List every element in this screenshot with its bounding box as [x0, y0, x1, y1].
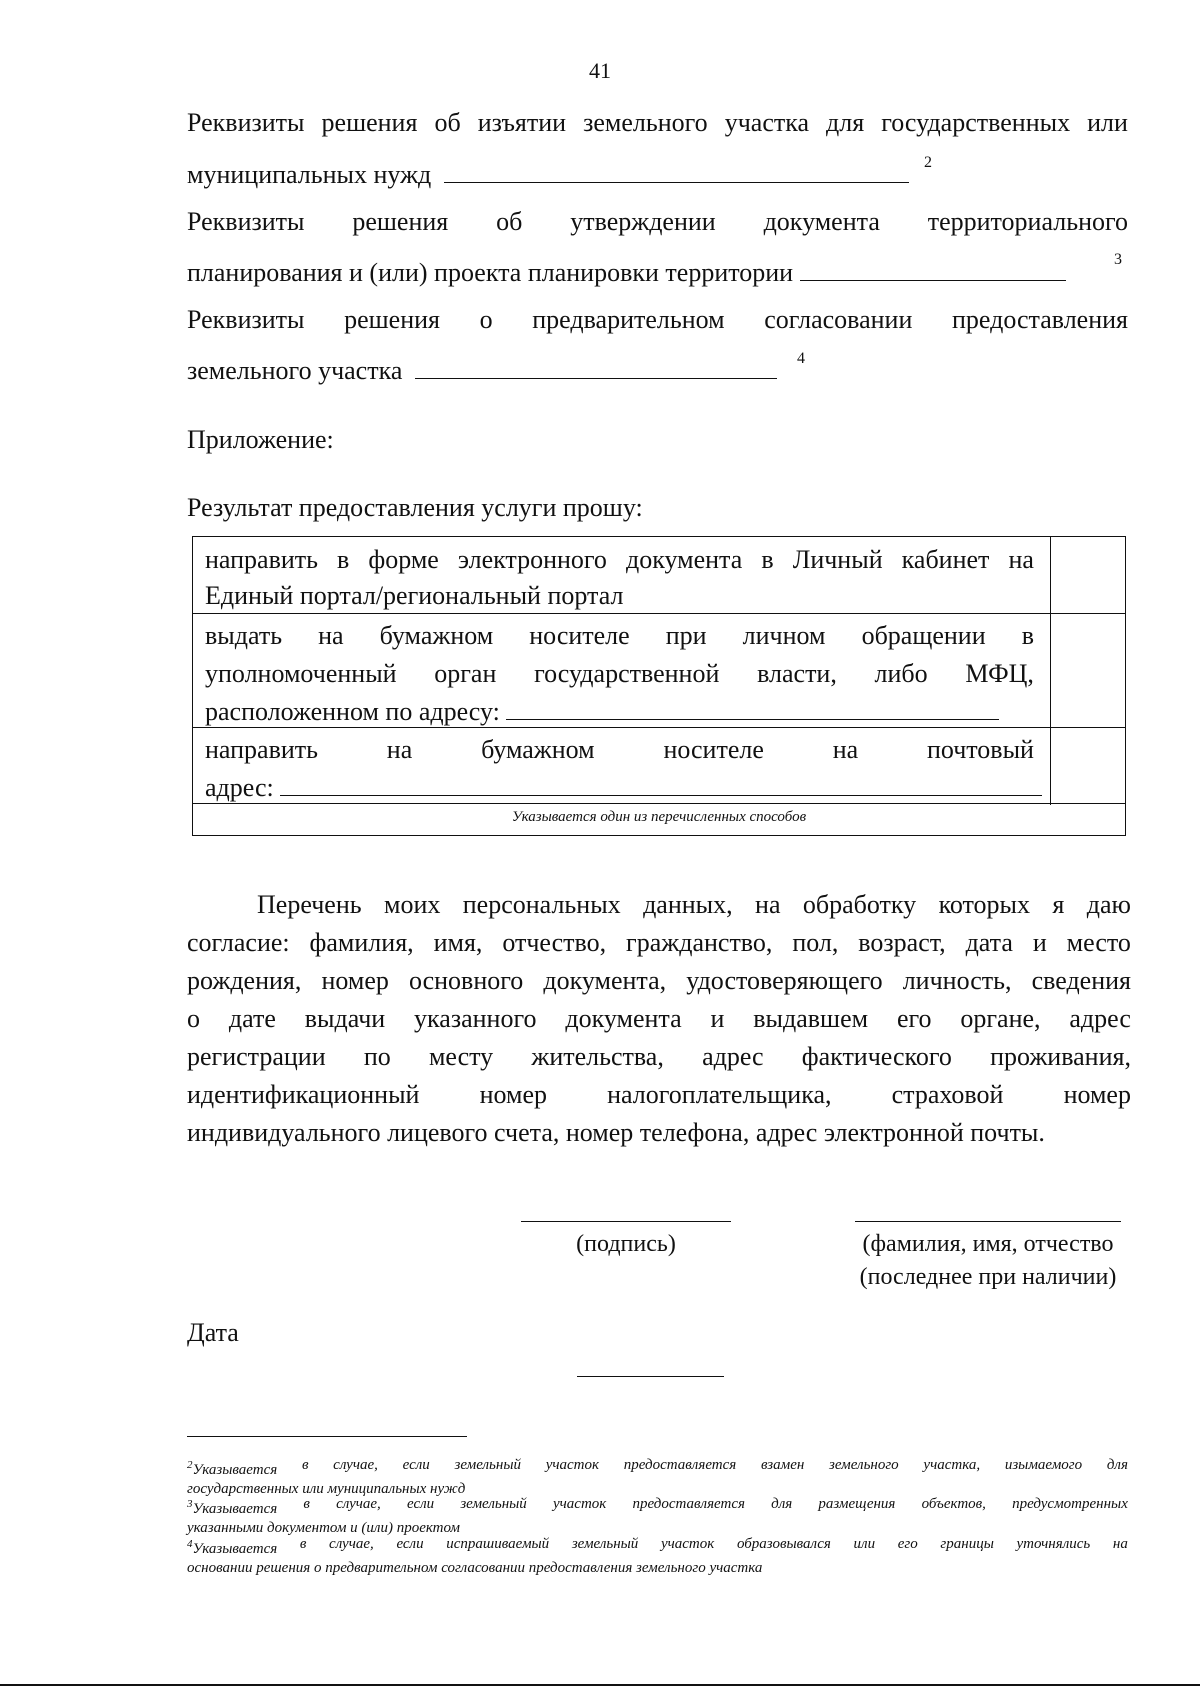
- word: электронного: [457, 545, 607, 574]
- option-paper-mail-line2: адрес:: [205, 773, 274, 802]
- word: согласовании: [764, 305, 913, 334]
- option-electronic-checkbox[interactable]: [1052, 537, 1125, 613]
- word: для: [826, 108, 865, 137]
- prelim-label-line1: [187, 305, 1128, 335]
- word: направить: [205, 545, 318, 574]
- options-note: Указывается один из перечисленных способов: [511, 809, 807, 825]
- result-label: Результат предоставления услуги прошу:: [187, 493, 643, 522]
- word: пол,: [792, 928, 839, 957]
- footnote-line2: государственных или муниципальных нужд: [187, 1481, 466, 1497]
- word: указанного: [414, 1004, 537, 1033]
- option-electronic-line2: Единый портал/региональный портал: [205, 581, 624, 610]
- word: для: [771, 1496, 793, 1512]
- word: в: [299, 1536, 307, 1552]
- word: уточнялись: [1016, 1536, 1091, 1552]
- word: персональных: [462, 890, 621, 919]
- word: образовывался: [736, 1536, 831, 1552]
- word: государственных: [881, 108, 1071, 137]
- word: МФЦ,: [965, 659, 1034, 688]
- consent-line: [187, 1114, 1131, 1152]
- page-bottom-edge: [0, 1684, 1200, 1686]
- footnote-2: [187, 1456, 1128, 1499]
- word: предоставления: [952, 305, 1128, 334]
- word: налогоплательщика,: [607, 1080, 832, 1109]
- word: выдачи: [304, 1004, 386, 1033]
- word: случае,: [333, 1457, 378, 1473]
- word: изъятии: [477, 108, 567, 137]
- prelim-footnote-mark: 4: [797, 350, 805, 367]
- word: изымаемого: [1004, 1457, 1083, 1473]
- word: кабинет: [901, 545, 990, 574]
- word: органе,: [960, 1004, 1041, 1033]
- word: выдавшем: [753, 1004, 869, 1033]
- footnote-first-word: $^4$Указывается: [187, 1538, 278, 1557]
- footnote-4: [187, 1535, 1128, 1578]
- word: в: [337, 545, 350, 574]
- word: об: [434, 108, 461, 137]
- option-paper-office-line3-row: [205, 697, 999, 725]
- word: номер: [321, 966, 389, 995]
- full-name-caption-line1: (фамилия, имя, отчество: [862, 1231, 1114, 1257]
- word: имя,: [433, 928, 483, 957]
- word: Личный: [792, 545, 883, 574]
- word: о: [187, 1004, 200, 1033]
- signature-caption: (подпись): [576, 1231, 676, 1257]
- word: документа: [763, 207, 880, 236]
- word: индивидуального лицевого счета, номер телефона, адрес электронной почты.: [187, 1118, 1045, 1147]
- option-paper-office-line3: расположенном по адресу:: [205, 697, 500, 726]
- word: случае,: [329, 1536, 374, 1552]
- full-name-caption: [845, 1228, 1131, 1294]
- word: согласие:: [187, 928, 290, 957]
- signature-line[interactable]: [521, 1221, 731, 1222]
- full-name-line[interactable]: [855, 1221, 1121, 1222]
- word: адрес: [702, 1042, 764, 1071]
- word: я: [1052, 890, 1065, 919]
- word: документа: [565, 1004, 682, 1033]
- footnote-mark: 3: [187, 1498, 193, 1510]
- prelim-input-line[interactable]: [415, 356, 777, 379]
- word: участка: [724, 108, 809, 137]
- word: его: [896, 1004, 932, 1033]
- option-paper-office-line2: [205, 659, 1034, 689]
- word: обработку: [802, 890, 917, 919]
- word: идентификационный: [187, 1080, 420, 1109]
- word: регистрации: [187, 1042, 326, 1071]
- seizure-field-row: [187, 160, 909, 188]
- word: по: [363, 1042, 391, 1071]
- footnote-line2: указанными документом и (или) проектом: [187, 1520, 461, 1536]
- word: проживания,: [990, 1042, 1131, 1071]
- word: которых: [938, 890, 1031, 919]
- word: данных,: [643, 890, 733, 919]
- word: утверждении: [570, 207, 716, 236]
- footnote-first-word: $^3$Указывается: [187, 1498, 278, 1517]
- attachment-label: Приложение:: [187, 425, 334, 454]
- word: удостоверяющего: [686, 966, 883, 995]
- consent-paragraph: [187, 886, 1131, 1152]
- word: форме: [368, 545, 439, 574]
- word: на: [755, 890, 781, 919]
- word: об: [496, 207, 523, 236]
- consent-line: [187, 1038, 1131, 1076]
- word: рождения,: [187, 966, 302, 995]
- word: возраст,: [858, 928, 946, 957]
- footnote-first-word: $^2$Указывается: [187, 1459, 278, 1478]
- word: носителе: [529, 621, 630, 650]
- full-name-caption-line2: (последнее при наличии): [859, 1264, 1117, 1290]
- option-electronic-line1: [205, 545, 1034, 575]
- word: взамен: [760, 1457, 805, 1473]
- word: на: [1008, 545, 1034, 574]
- word: если: [396, 1536, 424, 1552]
- word: о: [479, 305, 493, 334]
- word: фамилия,: [309, 928, 414, 957]
- word: предоставляется: [632, 1496, 745, 1512]
- word: документа,: [543, 966, 667, 995]
- word: место: [1066, 928, 1131, 957]
- seizure-label-line1: [187, 108, 1128, 138]
- word: сведения: [1031, 966, 1131, 995]
- planning-label-line1: [187, 207, 1128, 237]
- word: объектов,: [921, 1496, 986, 1512]
- word: границы: [940, 1536, 994, 1552]
- word: дата: [965, 928, 1013, 957]
- word: обращении: [861, 621, 986, 650]
- prelim-label-line2: земельного участка: [187, 356, 403, 385]
- date-label: Дата: [187, 1318, 239, 1347]
- word: на: [318, 621, 344, 650]
- word: его: [897, 1536, 918, 1552]
- consent-line: [187, 1000, 1131, 1038]
- word: Реквизиты: [187, 108, 305, 137]
- consent-line: [257, 886, 1131, 924]
- word: или: [853, 1536, 876, 1552]
- word: номер: [1063, 1080, 1131, 1109]
- word: в: [301, 1457, 309, 1473]
- word: месту: [428, 1042, 494, 1071]
- word: решения: [321, 108, 418, 137]
- option-paper-mail-line1: [205, 735, 1034, 765]
- word: случае,: [336, 1496, 381, 1512]
- word: земельный: [460, 1496, 527, 1512]
- word: территориального: [927, 207, 1128, 236]
- word: уполномоченный: [205, 659, 397, 688]
- option-paper-mail-line2-row: [205, 773, 1042, 801]
- word: носителе: [663, 735, 764, 764]
- consent-line: [187, 924, 1131, 962]
- word: участка,: [923, 1457, 981, 1473]
- word: земельного: [829, 1457, 899, 1473]
- prelim-field-row: [187, 356, 777, 384]
- word: земельного: [583, 108, 708, 137]
- checkbox-column-divider: [1050, 537, 1051, 805]
- planning-label-line2: планирования и (или) проекта планировки территории: [187, 258, 794, 287]
- word: Реквизиты: [187, 305, 305, 334]
- planning-input-line[interactable]: [800, 258, 1066, 281]
- word: если: [402, 1457, 430, 1473]
- consent-line: [187, 962, 1131, 1000]
- word: для: [1106, 1457, 1128, 1473]
- footnote-separator: [187, 1436, 467, 1437]
- word: личность,: [902, 966, 1012, 995]
- word: жительства,: [531, 1042, 664, 1071]
- consent-line: [187, 1076, 1131, 1114]
- footnote-mark: 4: [187, 1538, 193, 1550]
- word: власти,: [757, 659, 837, 688]
- word: участок: [545, 1457, 600, 1473]
- word: даю: [1086, 890, 1131, 919]
- word: номер: [479, 1080, 547, 1109]
- word: Реквизиты: [187, 207, 305, 236]
- word: фактического: [801, 1042, 952, 1071]
- word: направить: [205, 735, 318, 764]
- word: гражданство,: [626, 928, 773, 957]
- mail-address-input-line[interactable]: [280, 773, 1042, 796]
- word: испрашиваемый: [446, 1536, 550, 1552]
- footnote-3: [187, 1495, 1128, 1538]
- word: или: [1087, 108, 1128, 137]
- word: страховой: [891, 1080, 1004, 1109]
- page-number: 41: [589, 58, 611, 83]
- delivery-options-table: [192, 536, 1126, 836]
- footnote-line2: основании решения о предварительном согласовании предоставления земельного участка: [187, 1560, 763, 1576]
- word: участок: [552, 1496, 607, 1512]
- word: земельный: [571, 1536, 639, 1552]
- word: решения: [352, 207, 449, 236]
- word: предварительном: [532, 305, 725, 334]
- word: Перечень: [257, 890, 362, 919]
- word: размещения: [818, 1496, 896, 1512]
- word: адрес: [1069, 1004, 1131, 1033]
- word: предусмотренных: [1012, 1496, 1128, 1512]
- note-divider: [193, 803, 1125, 804]
- word: либо: [874, 659, 928, 688]
- word: орган: [434, 659, 497, 688]
- seizure-footnote-mark: 2: [924, 154, 932, 171]
- seizure-label-line2: муниципальных нужд: [187, 160, 432, 189]
- row-divider: [193, 727, 1125, 728]
- word: и: [710, 1004, 725, 1033]
- date-line[interactable]: [577, 1376, 724, 1377]
- word: в: [303, 1496, 310, 1512]
- word: решения: [344, 305, 441, 334]
- word: бумажном: [481, 735, 595, 764]
- word: отчество,: [502, 928, 607, 957]
- word: государственной: [534, 659, 720, 688]
- seizure-input-line[interactable]: [444, 160, 909, 183]
- word: при: [665, 621, 707, 650]
- word: в: [1021, 621, 1034, 650]
- word: на: [832, 735, 859, 764]
- word: основного: [408, 966, 524, 995]
- word: в: [761, 545, 774, 574]
- planning-footnote-mark: 3: [1114, 251, 1122, 268]
- word: если: [406, 1496, 435, 1512]
- office-address-input-line[interactable]: [506, 697, 999, 720]
- word: на: [1112, 1536, 1128, 1552]
- option-paper-office-line1: [205, 621, 1034, 651]
- word: бумажном: [379, 621, 494, 650]
- word: участок: [660, 1536, 715, 1552]
- word: почтовый: [926, 735, 1034, 764]
- option-paper-office-checkbox[interactable]: [1052, 614, 1125, 727]
- word: земельный: [454, 1457, 521, 1473]
- word: выдать: [205, 621, 283, 650]
- word: на: [386, 735, 413, 764]
- word: личном: [742, 621, 826, 650]
- word: и: [1032, 928, 1047, 957]
- planning-field-row: [187, 258, 1066, 286]
- word: предоставляется: [623, 1457, 737, 1473]
- word: моих: [384, 890, 441, 919]
- word: документа: [626, 545, 743, 574]
- option-paper-mail-checkbox[interactable]: [1052, 728, 1125, 803]
- footnote-mark: 2: [187, 1459, 193, 1471]
- row-divider: [193, 613, 1125, 614]
- word: дате: [228, 1004, 276, 1033]
